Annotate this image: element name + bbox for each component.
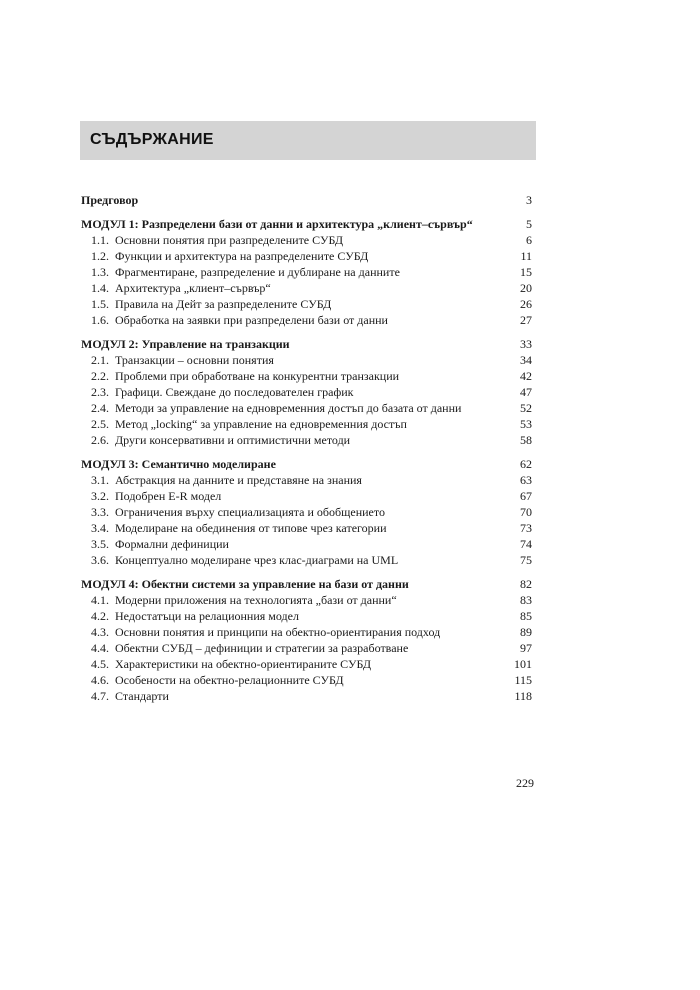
toc-entry-title: МОДУЛ 3: Семантично моделиране [81,457,276,471]
toc-entry-row [81,384,532,400]
page-title: СЪДЪРЖАНИЕ [90,131,214,148]
toc-entry-page: 101 [514,657,532,671]
toc-entry-row [81,400,532,416]
toc-entry-number: 1.6. [91,313,109,327]
toc-entry-page: 47 [520,385,532,399]
toc-entry-title: Архитектура „клиент–сървър“ [115,281,271,295]
toc-entry-page: 75 [520,553,532,567]
toc-entry-title: Транзакции – основни понятия [115,353,274,367]
toc-entry-number: 1.3. [91,265,109,279]
toc-entry-number: 3.6. [91,553,109,567]
toc-entry-row [81,264,532,280]
toc-entry-page: 15 [520,265,532,279]
toc-entry-number: 4.3. [91,625,109,639]
toc-entry-page: 115 [514,673,532,687]
toc-entry-number: 1.5. [91,297,109,311]
toc-entry-row [81,640,532,656]
toc-entry-title: Функции и архитектура на разпределените СУБД [115,249,369,263]
toc-entry-title: Особености на обектно-релационните СУБД [115,673,344,687]
toc-entry-page: 27 [520,313,532,327]
toc-entry-number: 2.6. [91,433,109,447]
toc-entry-number: 1.1. [91,233,109,247]
toc-entry-page: 97 [520,641,532,655]
toc-entry-number: 3.4. [91,521,109,535]
toc-entry-page: 58 [520,433,532,447]
toc-entry-number: 1.2. [91,249,109,263]
toc-entry-page: 33 [520,337,532,351]
toc-entry-page: 118 [514,689,532,703]
toc-section-row [81,216,532,232]
toc-entry-title: Концептуално моделиране чрез клас-диаграми на UML [115,553,399,567]
toc-entry-row [81,672,532,688]
toc-entry-number: 3.2. [91,489,109,503]
toc-entry-title: Стандарти [115,689,169,703]
toc-entry-row [81,280,532,296]
toc-entry-page: 5 [526,217,532,231]
toc-entry-title: Подобрен E-R модел [115,489,222,503]
toc-entry-page: 85 [520,609,532,623]
toc-entry-row [81,592,532,608]
toc-entry-number: 4.5. [91,657,109,671]
toc-entry-number: 4.4. [91,641,109,655]
toc-entry-page: 34 [520,353,532,367]
toc-entry-page: 73 [520,521,532,535]
toc-entry-row [81,248,532,264]
toc-entry-title: Други консервативни и оптимистични методи [115,433,351,447]
toc-entry-number: 3.1. [91,473,109,487]
toc-entry-title: Методи за управление на едновременния достъп до базата от данни [115,401,462,415]
page-number: 229 [516,776,534,790]
toc-entry-title: Недостатъци на релационния модел [115,609,299,623]
toc-entry-row [81,536,532,552]
toc-entry-number: 2.2. [91,369,109,383]
toc-entry-page: 83 [520,593,532,607]
toc-section-row [81,192,532,208]
toc-entry-title: Предговор [81,193,139,207]
toc-entry-title: Фрагментиране, разпределение и дублиране на данните [115,265,400,279]
toc-entry-row [81,312,532,328]
toc-entry-page: 53 [520,417,532,431]
toc-entry-title: Характеристики на обектно-ориентираните СУБД [115,657,372,671]
contents-header-band [80,121,536,160]
toc-entry-title: МОДУЛ 4: Обектни системи за управление на бази от данни [81,577,409,591]
toc-entry-page: 74 [520,537,532,551]
toc-entry-title: Моделиране на обединения от типове чрез категории [115,521,387,535]
toc-section-row [81,576,532,592]
toc-entry-number: 4.1. [91,593,109,607]
toc-entry-row [81,520,532,536]
toc-entry-row [81,552,532,568]
toc-entry-title: Обектни СУБД – дефиниции и стратегии за разработване [115,641,409,655]
toc-entry-row [81,608,532,624]
toc-entry-row [81,232,532,248]
toc-entry-title: МОДУЛ 1: Разпределени бази от данни и архитектура „клиент–сървър“ [81,217,473,231]
toc-entry-title: Графици. Свеждане до последователен график [115,385,354,399]
toc-entry-title: Правила на Дейт за разпределените СУБД [115,297,332,311]
toc-entry-number: 4.2. [91,609,109,623]
toc-entry-title: Ограничения върху специализацията и обобщението [115,505,385,519]
toc-entry-page: 52 [520,401,532,415]
toc-entry-number: 4.6. [91,673,109,687]
toc-entry-row [81,432,532,448]
toc-entry-title: Абстракция на данните и представяне на знания [115,473,362,487]
toc-entry-page: 70 [520,505,532,519]
toc-section-row [81,456,532,472]
toc-entry-page: 20 [520,281,532,295]
toc-entry-title: Обработка на заявки при разпределени бази от данни [115,313,388,327]
toc-entry-number: 3.5. [91,537,109,551]
toc-section-row [81,336,532,352]
toc-entry-row [81,688,532,704]
toc-entry-page: 11 [520,249,532,263]
table-of-contents [81,192,532,704]
toc-entry-title: Формални дефиниции [115,537,229,551]
toc-entry-row [81,624,532,640]
toc-entry-page: 63 [520,473,532,487]
toc-entry-page: 6 [526,233,532,247]
toc-entry-title: Основни понятия при разпределените СУБД [115,233,344,247]
toc-entry-title: Модерни приложения на технологията „бази от данни“ [115,593,397,607]
toc-entry-page: 3 [526,193,532,207]
toc-entry-number: 1.4. [91,281,109,295]
toc-entry-number: 3.3. [91,505,109,519]
toc-entry-row [81,296,532,312]
toc-entry-page: 67 [520,489,532,503]
toc-entry-page: 26 [520,297,532,311]
toc-entry-page: 82 [520,577,532,591]
toc-entry-row [81,504,532,520]
toc-entry-row [81,416,532,432]
toc-entry-row [81,352,532,368]
toc-entry-number: 2.1. [91,353,109,367]
toc-entry-title: Метод „locking“ за управление на едновременния достъп [115,417,407,431]
toc-entry-title: Основни понятия и принципи на обектно-ориентирания подход [115,625,441,639]
toc-entry-row [81,488,532,504]
toc-entry-row [81,368,532,384]
toc-entry-number: 2.3. [91,385,109,399]
toc-entry-page: 62 [520,457,532,471]
toc-entry-number: 4.7. [91,689,109,703]
toc-entry-row [81,656,532,672]
toc-entry-row [81,472,532,488]
toc-entry-number: 2.4. [91,401,109,415]
toc-entry-number: 2.5. [91,417,109,431]
toc-entry-page: 42 [520,369,532,383]
toc-entry-title: Проблеми при обработване на конкурентни транзакции [115,369,400,383]
toc-entry-page: 89 [520,625,532,639]
toc-entry-title: МОДУЛ 2: Управление на транзакции [81,337,290,351]
